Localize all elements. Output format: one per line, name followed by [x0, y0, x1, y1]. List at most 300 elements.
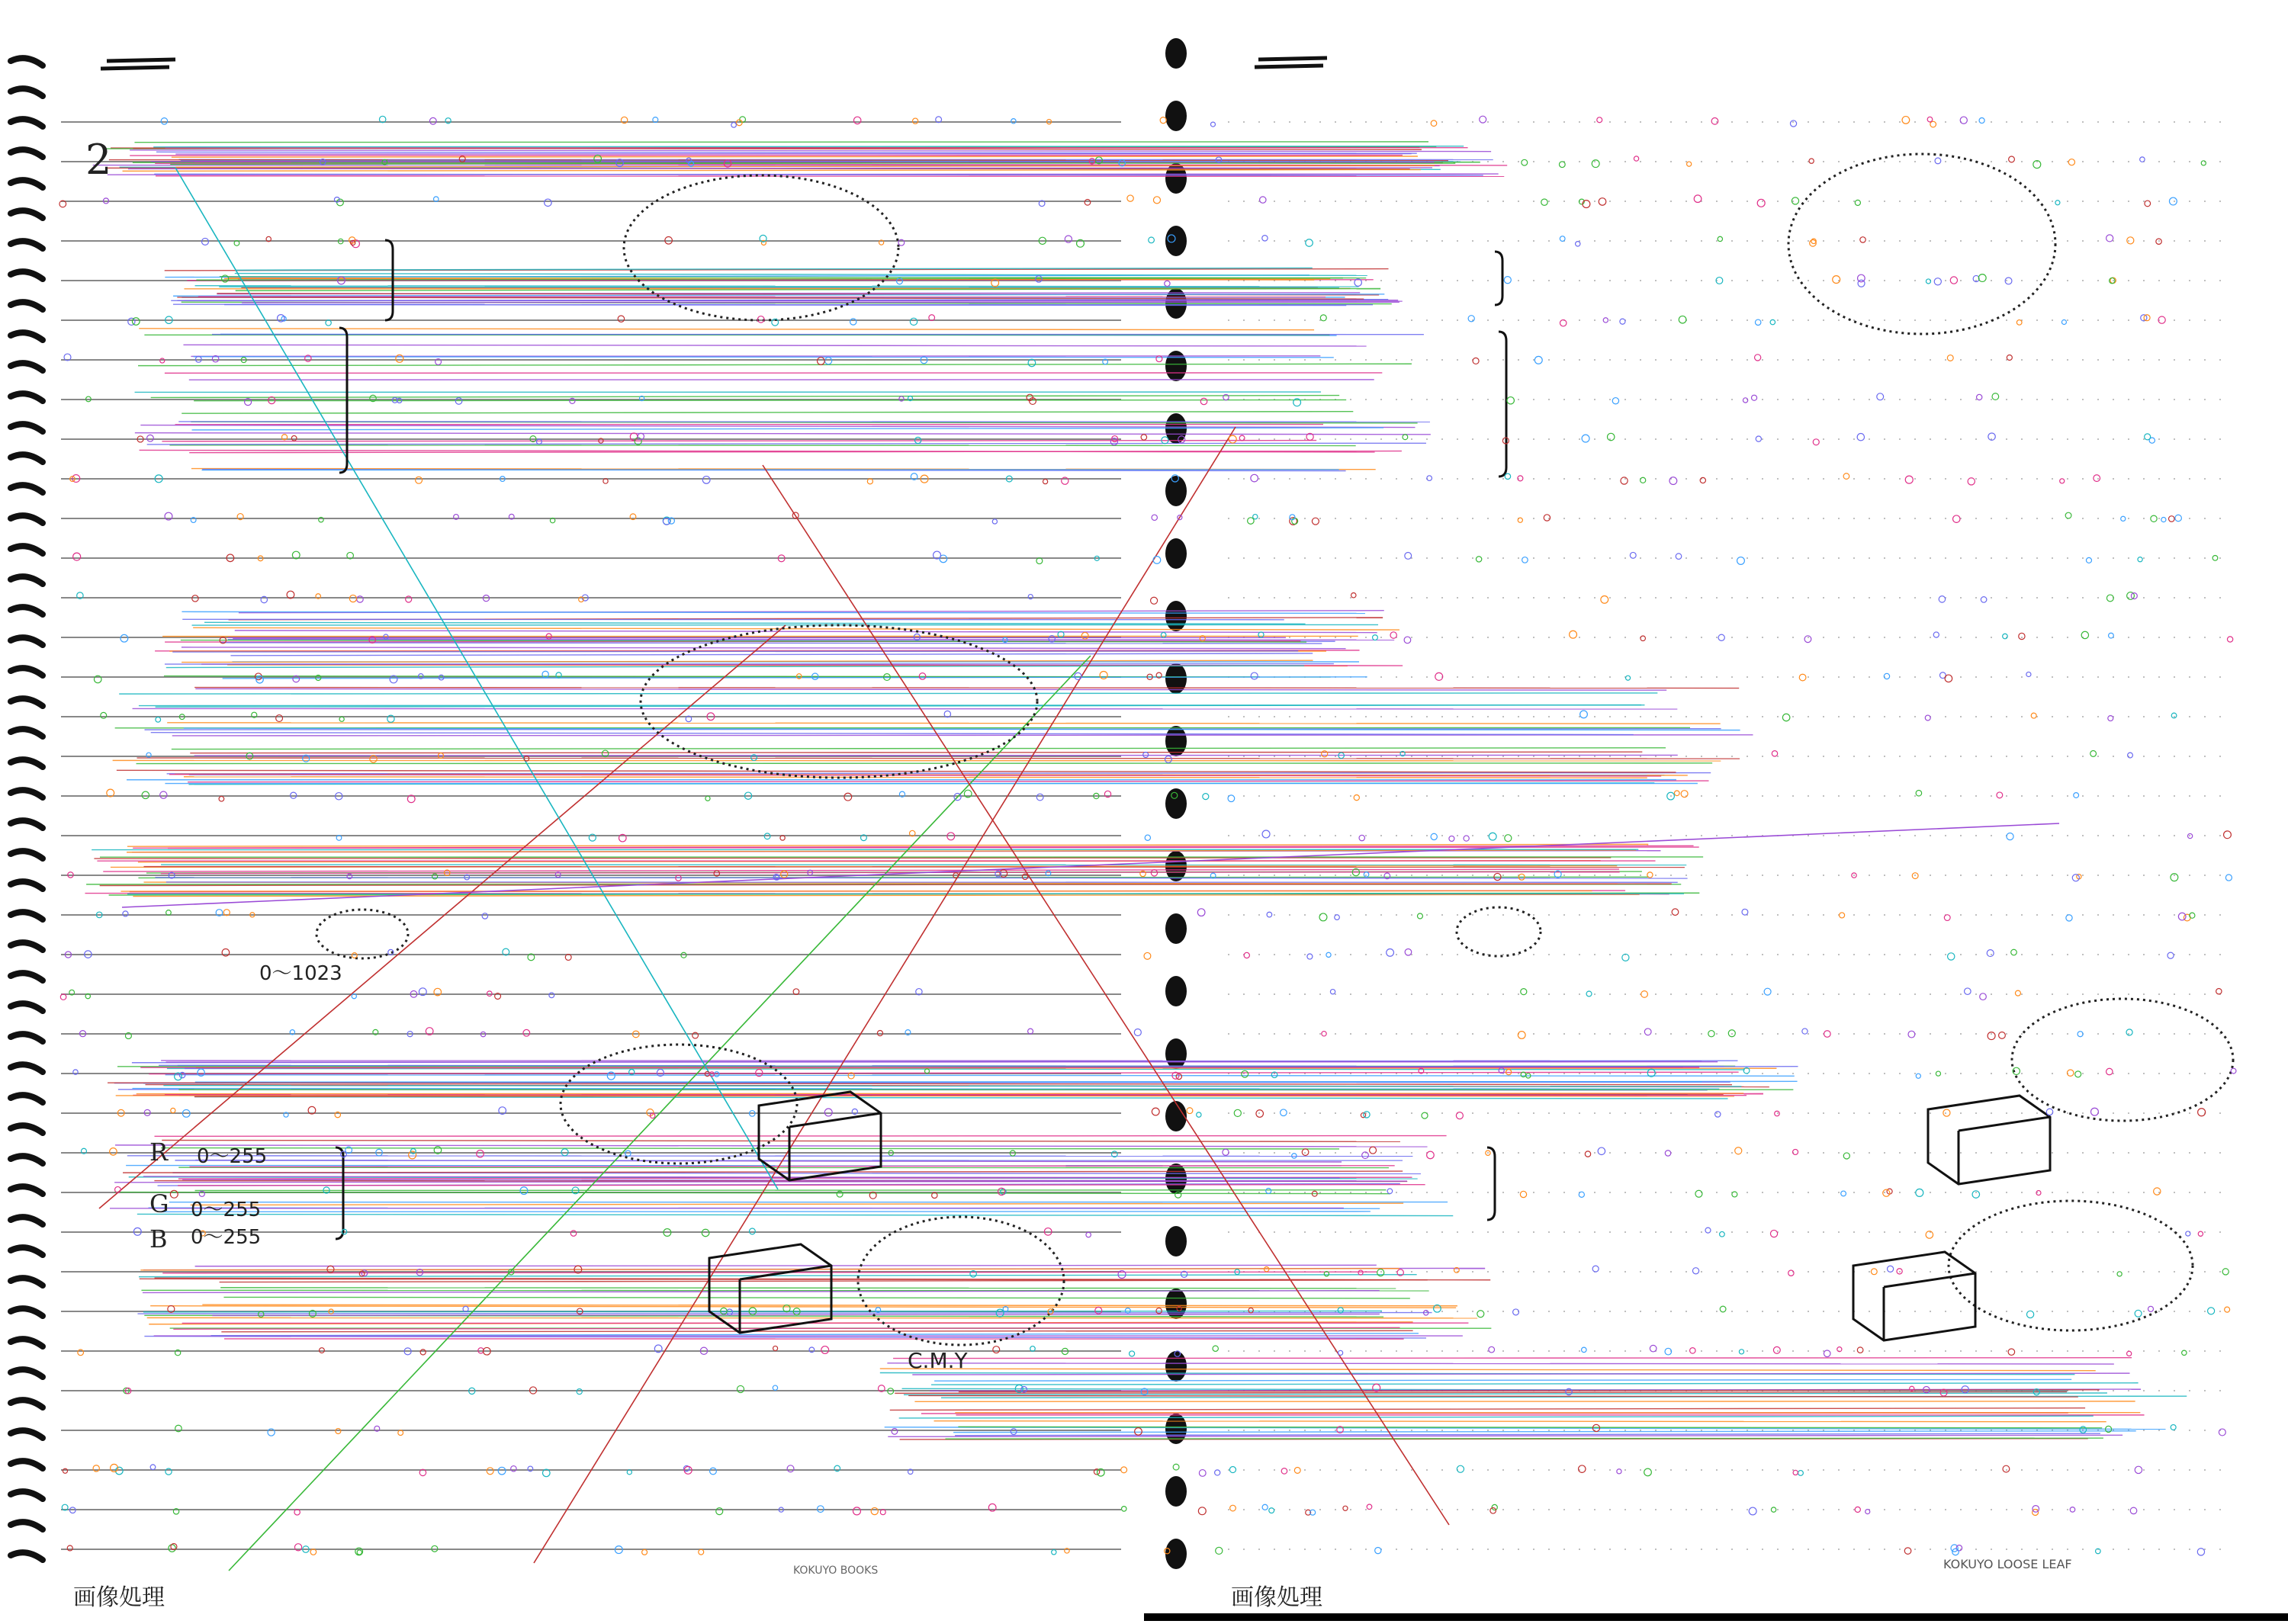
match-streak	[138, 364, 1412, 365]
note-range-255-a: 0〜255	[197, 1141, 267, 1169]
keypoint-dot	[2060, 479, 2065, 483]
keypoint-dot	[2106, 235, 2113, 242]
keypoint-dot	[1262, 830, 1270, 838]
keypoint-dot	[1916, 1189, 1923, 1196]
keypoint-dot	[1904, 1548, 1911, 1555]
keypoint-dot	[1749, 1507, 1756, 1515]
match-streak	[183, 345, 1366, 346]
keypoint-dot	[1599, 198, 1606, 206]
keypoint-dot	[1972, 1191, 1979, 1198]
match-streak	[182, 647, 1346, 649]
bracket	[1499, 332, 1506, 477]
right-footer-title: 画像処理	[1231, 1578, 1322, 1612]
keypoint-dot	[1978, 274, 1986, 282]
keypoint-dot	[2011, 949, 2017, 955]
keypoint-dot	[357, 596, 363, 602]
keypoint-dot	[1505, 473, 1510, 479]
keypoint-dot	[1782, 714, 1789, 721]
keypoint-dot	[1370, 1147, 1377, 1154]
keypoint-dot	[1916, 790, 1922, 796]
keypoint-dot	[2224, 831, 2232, 839]
keypoint-dot	[699, 1549, 704, 1555]
keypoint-dot	[1798, 1471, 1804, 1476]
match-streak	[156, 152, 1417, 153]
keypoint-dot	[773, 1385, 777, 1390]
keypoint-dot	[1156, 356, 1162, 362]
keypoint-dot	[1198, 1507, 1206, 1515]
match-streak	[137, 1093, 1744, 1094]
keypoint-dot	[1855, 200, 1860, 205]
keypoint-dot	[1518, 1032, 1525, 1039]
keypoint-dot	[1375, 1548, 1381, 1554]
match-streak	[123, 170, 1421, 172]
keypoint-dot	[1390, 632, 1396, 638]
match-streak	[230, 653, 1313, 656]
spiral-ring	[11, 180, 43, 188]
keypoint-dot	[2033, 1506, 2039, 1513]
keypoint-dot	[1262, 236, 1268, 241]
keypoint-dot	[1681, 791, 1688, 798]
note-range-1023: 0〜1023	[259, 958, 342, 986]
keypoint-dot	[101, 712, 107, 718]
keypoint-dot	[2003, 1465, 2010, 1472]
keypoint-dot	[2055, 201, 2060, 205]
keypoint-dot	[2145, 434, 2151, 440]
keypoint-dot	[1687, 162, 1692, 166]
match-streak	[130, 150, 1491, 152]
keypoint-dot	[1490, 1507, 1496, 1513]
keypoint-dot	[2015, 990, 2020, 996]
box-sketch	[1853, 1252, 1975, 1340]
keypoint-dot	[1598, 1147, 1605, 1154]
keypoint-dot	[1711, 118, 1718, 125]
callout-ellipse	[1788, 154, 2055, 334]
note-range-255-b: 0〜255	[191, 1194, 261, 1222]
keypoint-dot	[1582, 1347, 1586, 1352]
keypoint-dot	[545, 199, 551, 206]
keypoint-dot	[1427, 1151, 1435, 1159]
keypoint-dot	[523, 1029, 530, 1036]
keypoint-dot	[1521, 989, 1527, 995]
keypoint-dot	[1926, 1231, 1933, 1238]
keypoint-dot	[1544, 515, 1550, 521]
match-streak	[172, 156, 1418, 157]
keypoint-dot	[352, 953, 357, 958]
binder-hole	[1165, 1476, 1187, 1507]
spiral-ring	[11, 1430, 43, 1438]
keypoint-dot	[1086, 1232, 1091, 1237]
keypoint-dot	[2072, 875, 2079, 881]
keypoint-dot	[1513, 1309, 1519, 1315]
keypoint-dot	[2151, 515, 2157, 522]
keypoint-dot	[2154, 1188, 2161, 1195]
keypoint-dot	[1630, 552, 1636, 558]
keypoint-dot	[1764, 988, 1771, 995]
match-streak	[242, 302, 1399, 303]
keypoint-dot	[1799, 674, 1806, 681]
keypoint-dot	[1228, 795, 1235, 802]
keypoint-dot	[1135, 1428, 1142, 1436]
keypoint-dot	[291, 435, 297, 441]
keypoint-dot	[1669, 477, 1677, 485]
keypoint-dot	[1708, 1031, 1714, 1037]
keypoint-dot	[1999, 1032, 2006, 1039]
bottom-edge-bar	[1144, 1613, 2288, 1621]
bracket	[1495, 252, 1502, 305]
binder-hole	[1165, 351, 1187, 381]
match-streak	[133, 708, 1678, 709]
match-streak	[115, 1145, 1428, 1147]
spiral-ring	[11, 576, 43, 584]
match-streak	[191, 1203, 1403, 1205]
keypoint-dot	[1720, 1306, 1726, 1312]
match-streak	[220, 1288, 1396, 1289]
left-footer-title: 画像処理	[73, 1578, 165, 1612]
keypoint-dot	[2201, 161, 2206, 165]
match-streak	[119, 693, 1657, 694]
left-footer-print: KOKUYO BOOKS	[793, 1565, 878, 1577]
keypoint-dot	[1144, 952, 1151, 959]
keypoint-dot	[1824, 1350, 1830, 1357]
keypoint-dot	[1570, 631, 1577, 638]
keypoint-dot	[1122, 1507, 1126, 1511]
keypoint-dot	[1981, 597, 1987, 603]
keypoint-dot	[1644, 1468, 1652, 1476]
keypoint-dot	[1130, 1351, 1135, 1356]
keypoint-dot	[1319, 913, 1327, 921]
keypoint-dot	[912, 118, 917, 124]
keypoint-dot	[2135, 1466, 2142, 1473]
keypoint-dot	[1230, 1505, 1236, 1511]
keypoint-dot	[2171, 874, 2178, 881]
keypoint-dot	[1576, 242, 1580, 246]
keypoint-dot	[1354, 795, 1359, 801]
keypoint-dot	[1326, 952, 1331, 957]
keypoint-dot	[1809, 159, 1814, 163]
match-streak	[934, 1379, 2071, 1381]
match-streak	[94, 858, 1611, 859]
match-streak	[144, 1337, 1426, 1338]
keypoint-dot	[1865, 1510, 1870, 1514]
keypoint-dot	[1608, 433, 1615, 440]
keypoint-dot	[2070, 1507, 2075, 1513]
keypoint-dot	[2086, 557, 2091, 563]
keypoint-dot	[824, 1109, 832, 1116]
keypoint-dot	[1871, 1269, 1877, 1275]
keypoint-dot	[2182, 1350, 2187, 1355]
keypoint-dot	[1043, 479, 1047, 483]
keypoint-dot	[2106, 595, 2113, 602]
keypoint-dot	[429, 117, 436, 124]
keypoint-dot	[1775, 1111, 1780, 1116]
keypoint-dot	[1908, 1031, 1915, 1038]
keypoint-dot	[577, 1389, 582, 1395]
keypoint-dot	[1522, 159, 1528, 165]
box-sketch	[709, 1244, 831, 1333]
match-streak	[143, 867, 1684, 868]
keypoint-dot	[853, 1507, 860, 1515]
binder-hole	[1165, 538, 1187, 569]
match-streak	[154, 1136, 1446, 1137]
keypoint-dot	[1857, 434, 1864, 441]
match-streak	[223, 1297, 1409, 1298]
keypoint-dot	[2090, 1108, 2098, 1115]
spiral-ring	[11, 1339, 43, 1346]
keypoint-dot	[1953, 515, 1960, 522]
keypoint-dot	[1934, 278, 1941, 285]
keypoint-dot	[787, 1465, 794, 1472]
match-streak	[135, 433, 1431, 435]
keypoint-dot	[1743, 398, 1747, 403]
keypoint-dot	[2007, 355, 2012, 360]
match-streak	[137, 1214, 1453, 1215]
keypoint-dot	[1507, 397, 1514, 404]
spiral-ring	[11, 820, 43, 828]
keypoint-dot	[2222, 1269, 2229, 1275]
keypoint-dot	[2094, 475, 2100, 482]
keypoint-dot	[1403, 435, 1408, 440]
spiral-ring	[11, 698, 43, 706]
keypoint-dot	[1877, 393, 1884, 400]
keypoint-dot	[2016, 320, 2022, 326]
keypoint-dot	[1773, 1346, 1780, 1353]
keypoint-dot	[1203, 794, 1209, 800]
spiral-ring	[11, 1186, 43, 1194]
spiral-ring	[11, 424, 43, 432]
keypoint-dot	[1833, 276, 1840, 284]
keypoint-dot	[2046, 1109, 2052, 1115]
keypoint-dot	[1804, 636, 1811, 643]
keypoint-dot	[1251, 672, 1258, 679]
keypoint-dot	[1281, 1109, 1287, 1116]
match-streak	[195, 1082, 1702, 1083]
keypoint-dot	[1679, 316, 1686, 323]
keypoint-dot	[2225, 875, 2232, 881]
keypoint-dot	[618, 316, 624, 322]
keypoint-dot	[1364, 872, 1368, 877]
spiral-ring	[11, 851, 43, 859]
keypoint-dot	[1612, 398, 1618, 404]
keypoint-dot	[2026, 1311, 2033, 1317]
keypoint-dot	[1199, 1470, 1206, 1477]
spiral-ring	[11, 1095, 43, 1102]
keypoint-dot	[1860, 237, 1865, 242]
spiral-ring	[11, 1003, 43, 1011]
match-streak	[103, 869, 1619, 871]
keypoint-dot	[1640, 636, 1646, 641]
keypoint-dot	[1151, 870, 1157, 876]
keypoint-dot	[1253, 515, 1258, 519]
keypoint-dot	[1997, 792, 2003, 798]
keypoint-dot	[1960, 117, 1967, 124]
match-streak	[139, 329, 1314, 330]
keypoint-dot	[1756, 436, 1761, 441]
keypoint-dot	[1665, 1151, 1670, 1156]
keypoint-dot	[1489, 833, 1496, 840]
keypoint-dot	[1036, 794, 1043, 801]
spiral-ring	[11, 1156, 43, 1163]
keypoint-dot	[1647, 872, 1653, 878]
spiral-ring	[11, 881, 43, 889]
keypoint-dot	[1468, 316, 1474, 322]
spiral-ring	[11, 790, 43, 798]
keypoint-dot	[1930, 121, 1936, 127]
keypoint-dot	[2208, 1308, 2215, 1314]
keypoint-dot	[1735, 1147, 1742, 1154]
keypoint-dot	[1351, 592, 1356, 597]
keypoint-dot	[737, 1385, 744, 1392]
match-streak	[887, 1363, 2113, 1364]
keypoint-dot	[1312, 518, 1319, 525]
keypoint-dot	[132, 318, 140, 326]
keypoint-dot	[2148, 1306, 2153, 1311]
keypoint-dot	[1052, 1550, 1056, 1555]
keypoint-dot	[1405, 553, 1412, 560]
spiral-ring	[11, 1308, 43, 1316]
keypoint-dot	[1422, 1112, 1428, 1119]
keypoint-dot	[2007, 833, 2013, 839]
keypoint-dot	[1674, 791, 1679, 796]
keypoint-dot	[1884, 673, 1889, 679]
keypoint-dot	[1755, 355, 1761, 361]
note-channel-r: R	[149, 1138, 168, 1167]
spiral-ring	[11, 668, 43, 676]
keypoint-dot	[2167, 952, 2174, 958]
keypoint-dot	[1579, 1465, 1586, 1472]
keypoint-dot	[1690, 1348, 1695, 1353]
keypoint-dot	[2227, 637, 2232, 642]
keypoint-dot	[1944, 915, 1950, 921]
spiral-ring	[11, 149, 43, 157]
keypoint-dot	[1640, 477, 1646, 483]
keypoint-dot	[1945, 675, 1952, 682]
keypoint-dot	[1933, 632, 1939, 637]
callout-ellipse	[2012, 999, 2233, 1121]
keypoint-dot	[2065, 512, 2071, 518]
match-streak	[934, 1421, 2106, 1422]
note-channel-g: G	[149, 1189, 169, 1218]
keypoint-dot	[1841, 1191, 1846, 1196]
keypoint-dot	[1248, 518, 1255, 525]
keypoint-dot	[2231, 1068, 2236, 1074]
keypoint-dot	[2138, 557, 2142, 562]
keypoint-dot	[2108, 716, 2113, 721]
keypoint-dot	[1597, 117, 1602, 123]
keypoint-dot	[1320, 315, 1326, 321]
keypoint-dot	[821, 1346, 829, 1354]
match-streak	[162, 1140, 1400, 1141]
right-footer-print: KOKUYO LOOSE LEAF	[1943, 1557, 2072, 1571]
keypoint-dot	[1694, 195, 1702, 203]
match-streak	[190, 752, 1642, 753]
keypoint-dot	[1968, 478, 1975, 485]
keypoint-dot	[1149, 237, 1155, 243]
keypoint-dot	[2128, 753, 2133, 758]
keypoint-dot	[1251, 474, 1258, 482]
keypoint-dot	[1200, 398, 1207, 404]
keypoint-dot	[1936, 1071, 1940, 1076]
match-streak	[156, 176, 1504, 177]
keypoint-dot	[2130, 1507, 2137, 1514]
match-streak	[165, 664, 1334, 665]
keypoint-dot	[1505, 835, 1512, 842]
keypoint-dot	[121, 634, 128, 642]
keypoint-dot	[1417, 913, 1422, 919]
keypoint-dot	[1330, 990, 1335, 994]
match-streak	[194, 755, 1678, 756]
keypoint-dot	[1977, 394, 1982, 400]
spiral-ring	[11, 1064, 43, 1072]
keypoint-dot	[1560, 236, 1565, 242]
keypoint-dot	[1592, 1266, 1599, 1272]
binder-hole	[1165, 601, 1187, 631]
match-streak	[211, 1334, 1419, 1336]
keypoint-dot	[1843, 1153, 1849, 1159]
match-streak	[165, 1075, 1795, 1077]
keypoint-dot	[1504, 277, 1511, 284]
keypoint-dot	[2169, 516, 2175, 522]
keypoint-dot	[1980, 993, 1987, 1000]
keypoint-dot	[1322, 1032, 1326, 1036]
keypoint-dot	[2186, 1231, 2190, 1236]
keypoint-dot	[1840, 913, 1845, 918]
spiral-ring	[11, 363, 43, 371]
keypoint-dot	[2126, 1029, 2132, 1035]
keypoint-dot	[1262, 1504, 1268, 1510]
keypoint-dot	[2008, 1349, 2014, 1355]
keypoint-dot	[1343, 1506, 1348, 1510]
spiral-ring	[11, 1278, 43, 1285]
keypoint-dot	[892, 1429, 898, 1435]
keypoint-dot	[1427, 476, 1432, 481]
match-streak	[172, 748, 1666, 749]
keypoint-dot	[1988, 1032, 1995, 1040]
spiral-ring	[11, 210, 43, 218]
keypoint-dot	[1477, 1311, 1484, 1317]
keypoint-dot	[1239, 435, 1245, 441]
keypoint-dot	[1359, 835, 1364, 840]
keypoint-dot	[1579, 1192, 1584, 1197]
spiral-ring	[11, 1369, 43, 1377]
keypoint-dot	[1855, 1507, 1860, 1512]
match-streak	[178, 1185, 1425, 1186]
match-streak	[899, 1416, 2094, 1418]
binder-hole	[1165, 101, 1187, 131]
match-streak	[137, 763, 1713, 764]
spiral-ring	[11, 1034, 43, 1041]
keypoint-dot	[818, 358, 825, 365]
keypoint-dot	[1518, 518, 1522, 522]
keypoint-dot	[2197, 1549, 2204, 1555]
match-streak	[151, 733, 1634, 735]
spiral-ring	[11, 546, 43, 554]
keypoint-dot	[773, 1346, 778, 1350]
spiral-ring	[11, 1247, 43, 1255]
keypoint-dot	[1620, 319, 1625, 324]
keypoint-dot	[2026, 672, 2031, 676]
match-streak	[195, 688, 1666, 690]
keypoint-dot	[1592, 160, 1599, 168]
keypoint-dot	[2169, 197, 2177, 205]
keypoint-dot	[1387, 949, 1394, 957]
note-range-255-c: 0〜255	[191, 1221, 261, 1250]
keypoint-dot	[781, 871, 788, 878]
keypoint-dot	[1772, 751, 1777, 756]
keypoint-dot	[1715, 1112, 1721, 1117]
match-streak	[167, 773, 1711, 774]
keypoint-dot	[1948, 953, 1955, 960]
keypoint-dot	[2067, 1070, 2073, 1076]
